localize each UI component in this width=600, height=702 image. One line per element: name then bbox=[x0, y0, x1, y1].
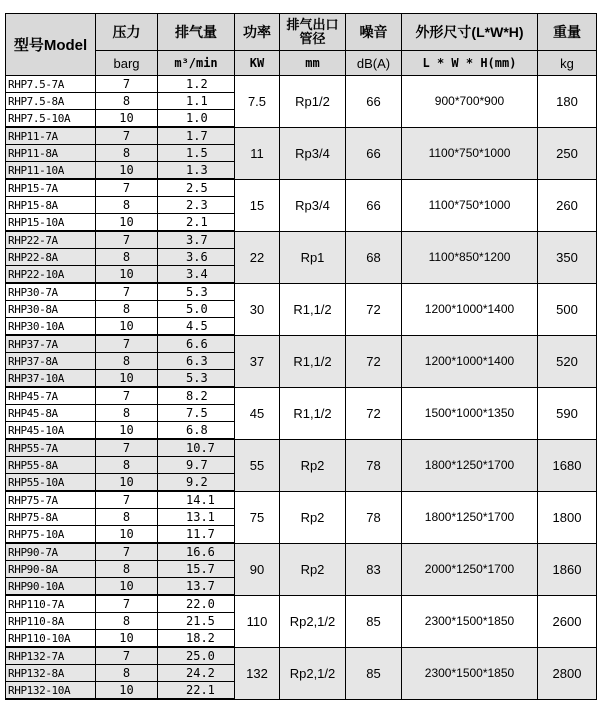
pressure-cell: 8 bbox=[96, 145, 158, 162]
pressure-cell: 10 bbox=[96, 214, 158, 232]
pressure-cell: 7 bbox=[96, 179, 158, 197]
flow-cell: 6.6 bbox=[158, 335, 235, 353]
outlet-cell: Rp2 bbox=[280, 491, 346, 543]
model-cell: RHP11-7A bbox=[6, 127, 96, 145]
table-row bbox=[6, 283, 597, 301]
noise-cell: 68 bbox=[346, 231, 402, 283]
pressure-header: 压力 bbox=[96, 14, 158, 51]
flow-cell: 15.7 bbox=[158, 561, 235, 578]
flow-cell: 24.2 bbox=[158, 665, 235, 682]
pressure-cell: 7 bbox=[96, 439, 158, 457]
pressure-cell: 10 bbox=[96, 370, 158, 388]
model-cell: RHP75-10A bbox=[6, 526, 96, 544]
power-cell: 22 bbox=[235, 231, 280, 283]
outlet-cell: Rp2,1/2 bbox=[280, 595, 346, 647]
outlet-cell: Rp1 bbox=[280, 231, 346, 283]
model-cell: RHP30-7A bbox=[6, 283, 96, 301]
model-cell: RHP110-8A bbox=[6, 613, 96, 630]
dims-unit: L * W * H(mm) bbox=[402, 51, 538, 76]
spec-body bbox=[6, 76, 597, 700]
model-cell: RHP75-8A bbox=[6, 509, 96, 526]
model-cell: RHP22-10A bbox=[6, 266, 96, 284]
power-cell: 90 bbox=[235, 543, 280, 595]
model-cell: RHP15-7A bbox=[6, 179, 96, 197]
table-row bbox=[6, 439, 597, 457]
noise-cell: 78 bbox=[346, 439, 402, 491]
flow-cell: 21.5 bbox=[158, 613, 235, 630]
flow-cell: 13.1 bbox=[158, 509, 235, 526]
dims-header: 外形尺寸(L*W*H) bbox=[402, 14, 538, 51]
table-row bbox=[6, 76, 597, 93]
table-row bbox=[6, 491, 597, 509]
outlet-cell: R1,1/2 bbox=[280, 387, 346, 439]
model-cell: RHP7.5-7A bbox=[6, 76, 96, 93]
pressure-cell: 7 bbox=[96, 491, 158, 509]
model-cell: RHP132-8A bbox=[6, 665, 96, 682]
model-cell: RHP90-10A bbox=[6, 578, 96, 596]
flow-cell: 5.3 bbox=[158, 283, 235, 301]
flow-cell: 25.0 bbox=[158, 647, 235, 665]
noise-cell: 85 bbox=[346, 595, 402, 647]
noise-cell: 85 bbox=[346, 647, 402, 699]
flow-cell: 6.8 bbox=[158, 422, 235, 440]
pressure-cell: 10 bbox=[96, 266, 158, 284]
power-cell: 7.5 bbox=[235, 76, 280, 128]
table-row bbox=[6, 387, 597, 405]
dims-cell: 2300*1500*1850 bbox=[402, 595, 538, 647]
dims-cell: 2000*1250*1700 bbox=[402, 543, 538, 595]
header-row bbox=[6, 14, 597, 51]
noise-cell: 66 bbox=[346, 76, 402, 128]
power-header: 功率 bbox=[235, 14, 280, 51]
model-cell: RHP22-7A bbox=[6, 231, 96, 249]
pressure-cell: 10 bbox=[96, 162, 158, 180]
pressure-cell: 7 bbox=[96, 595, 158, 613]
weight-cell: 250 bbox=[538, 127, 597, 179]
power-cell: 11 bbox=[235, 127, 280, 179]
noise-cell: 66 bbox=[346, 127, 402, 179]
model-cell: RHP11-10A bbox=[6, 162, 96, 180]
dims-cell: 1800*1250*1700 bbox=[402, 439, 538, 491]
flow-cell: 3.4 bbox=[158, 266, 235, 284]
pressure-cell: 7 bbox=[96, 76, 158, 93]
noise-cell: 72 bbox=[346, 283, 402, 335]
outlet-header bbox=[280, 14, 346, 51]
flow-cell: 1.2 bbox=[158, 76, 235, 93]
model-cell: RHP55-8A bbox=[6, 457, 96, 474]
pressure-cell: 7 bbox=[96, 231, 158, 249]
power-cell: 37 bbox=[235, 335, 280, 387]
pressure-cell: 8 bbox=[96, 665, 158, 682]
weight-cell: 590 bbox=[538, 387, 597, 439]
flow-cell: 6.3 bbox=[158, 353, 235, 370]
flow-cell: 2.3 bbox=[158, 197, 235, 214]
flow-cell: 8.2 bbox=[158, 387, 235, 405]
model-cell: RHP11-8A bbox=[6, 145, 96, 162]
outlet-cell: Rp2,1/2 bbox=[280, 647, 346, 699]
pressure-unit: barg bbox=[96, 51, 158, 76]
power-cell: 45 bbox=[235, 387, 280, 439]
table-row bbox=[6, 127, 597, 145]
outlet-cell: Rp3/4 bbox=[280, 127, 346, 179]
noise-cell: 66 bbox=[346, 179, 402, 231]
noise-cell: 83 bbox=[346, 543, 402, 595]
power-cell: 30 bbox=[235, 283, 280, 335]
dims-cell: 1500*1000*1350 bbox=[402, 387, 538, 439]
model-cell: RHP37-10A bbox=[6, 370, 96, 388]
weight-unit: kg bbox=[538, 51, 597, 76]
model-cell: RHP55-7A bbox=[6, 439, 96, 457]
model-cell: RHP7.5-10A bbox=[6, 110, 96, 128]
flow-cell: 5.0 bbox=[158, 301, 235, 318]
model-cell: RHP110-7A bbox=[6, 595, 96, 613]
pressure-cell: 7 bbox=[96, 283, 158, 301]
weight-cell: 1680 bbox=[538, 439, 597, 491]
pressure-cell: 8 bbox=[96, 405, 158, 422]
flow-cell: 1.3 bbox=[158, 162, 235, 180]
table-row bbox=[6, 179, 597, 197]
flow-cell: 4.5 bbox=[158, 318, 235, 336]
power-cell: 110 bbox=[235, 595, 280, 647]
pressure-cell: 8 bbox=[96, 353, 158, 370]
outlet-unit: mm bbox=[280, 51, 346, 76]
model-cell: RHP37-8A bbox=[6, 353, 96, 370]
model-cell: RHP110-10A bbox=[6, 630, 96, 648]
noise-unit: dB(A) bbox=[346, 51, 402, 76]
model-cell: RHP30-10A bbox=[6, 318, 96, 336]
outlet-cell: Rp2 bbox=[280, 439, 346, 491]
weight-header: 重量 bbox=[538, 14, 597, 51]
noise-header: 噪音 bbox=[346, 14, 402, 51]
outlet-header-line1: 排气出口 bbox=[286, 17, 339, 32]
weight-cell: 500 bbox=[538, 283, 597, 335]
model-cell: RHP45-8A bbox=[6, 405, 96, 422]
flow-cell: 1.0 bbox=[158, 110, 235, 128]
table-row bbox=[6, 543, 597, 561]
pressure-cell: 10 bbox=[96, 110, 158, 128]
pressure-cell: 8 bbox=[96, 457, 158, 474]
model-cell: RHP55-10A bbox=[6, 474, 96, 492]
weight-cell: 2600 bbox=[538, 595, 597, 647]
flow-cell: 2.5 bbox=[158, 179, 235, 197]
pressure-cell: 7 bbox=[96, 387, 158, 405]
pressure-cell: 7 bbox=[96, 335, 158, 353]
power-cell: 132 bbox=[235, 647, 280, 699]
flow-cell: 7.5 bbox=[158, 405, 235, 422]
pressure-cell: 10 bbox=[96, 630, 158, 648]
model-cell: RHP7.5-8A bbox=[6, 93, 96, 110]
pressure-cell: 10 bbox=[96, 526, 158, 544]
pressure-cell: 10 bbox=[96, 318, 158, 336]
power-cell: 75 bbox=[235, 491, 280, 543]
pressure-cell: 8 bbox=[96, 301, 158, 318]
model-cell: RHP45-7A bbox=[6, 387, 96, 405]
power-cell: 55 bbox=[235, 439, 280, 491]
outlet-cell: Rp1/2 bbox=[280, 76, 346, 128]
model-header: 型号Model bbox=[6, 14, 96, 76]
noise-cell: 78 bbox=[346, 491, 402, 543]
flow-cell: 16.6 bbox=[158, 543, 235, 561]
pressure-cell: 10 bbox=[96, 682, 158, 700]
model-cell: RHP15-8A bbox=[6, 197, 96, 214]
flow-unit: m³/min bbox=[158, 51, 235, 76]
model-cell: RHP30-8A bbox=[6, 301, 96, 318]
power-unit: KW bbox=[235, 51, 280, 76]
flow-cell: 9.2 bbox=[158, 474, 235, 492]
outlet-header-line2: 管径 bbox=[299, 31, 326, 46]
model-cell: RHP90-7A bbox=[6, 543, 96, 561]
pressure-cell: 7 bbox=[96, 543, 158, 561]
model-cell: RHP132-10A bbox=[6, 682, 96, 700]
table-row bbox=[6, 595, 597, 613]
dims-cell: 1200*1000*1400 bbox=[402, 283, 538, 335]
pressure-cell: 8 bbox=[96, 613, 158, 630]
flow-cell: 1.7 bbox=[158, 127, 235, 145]
model-cell: RHP37-7A bbox=[6, 335, 96, 353]
outlet-cell: Rp2 bbox=[280, 543, 346, 595]
flow-header: 排气量 bbox=[158, 14, 235, 51]
pressure-cell: 10 bbox=[96, 578, 158, 596]
table-row bbox=[6, 335, 597, 353]
dims-cell: 900*700*900 bbox=[402, 76, 538, 128]
weight-cell: 350 bbox=[538, 231, 597, 283]
pressure-cell: 8 bbox=[96, 509, 158, 526]
flow-cell: 2.1 bbox=[158, 214, 235, 232]
outlet-cell: Rp3/4 bbox=[280, 179, 346, 231]
weight-cell: 2800 bbox=[538, 647, 597, 699]
table-row bbox=[6, 231, 597, 249]
pressure-cell: 8 bbox=[96, 93, 158, 110]
flow-cell: 14.1 bbox=[158, 491, 235, 509]
pressure-cell: 7 bbox=[96, 647, 158, 665]
noise-cell: 72 bbox=[346, 335, 402, 387]
model-cell: RHP90-8A bbox=[6, 561, 96, 578]
model-cell: RHP75-7A bbox=[6, 491, 96, 509]
weight-cell: 520 bbox=[538, 335, 597, 387]
dims-cell: 1100*750*1000 bbox=[402, 179, 538, 231]
dims-cell: 1100*850*1200 bbox=[402, 231, 538, 283]
flow-cell: 10.7 bbox=[158, 439, 235, 457]
weight-cell: 1860 bbox=[538, 543, 597, 595]
flow-cell: 3.6 bbox=[158, 249, 235, 266]
model-cell: RHP15-10A bbox=[6, 214, 96, 232]
outlet-cell: R1,1/2 bbox=[280, 335, 346, 387]
model-cell: RHP45-10A bbox=[6, 422, 96, 440]
outlet-cell: R1,1/2 bbox=[280, 283, 346, 335]
model-cell: RHP22-8A bbox=[6, 249, 96, 266]
dims-cell: 1100*750*1000 bbox=[402, 127, 538, 179]
flow-cell: 9.7 bbox=[158, 457, 235, 474]
flow-cell: 5.3 bbox=[158, 370, 235, 388]
flow-cell: 22.0 bbox=[158, 595, 235, 613]
spec-table bbox=[5, 13, 597, 700]
flow-cell: 1.1 bbox=[158, 93, 235, 110]
dims-cell: 1200*1000*1400 bbox=[402, 335, 538, 387]
flow-cell: 18.2 bbox=[158, 630, 235, 648]
dims-cell: 2300*1500*1850 bbox=[402, 647, 538, 699]
power-cell: 15 bbox=[235, 179, 280, 231]
model-cell: RHP132-7A bbox=[6, 647, 96, 665]
pressure-cell: 10 bbox=[96, 474, 158, 492]
flow-cell: 22.1 bbox=[158, 682, 235, 700]
pressure-cell: 7 bbox=[96, 127, 158, 145]
pressure-cell: 10 bbox=[96, 422, 158, 440]
weight-cell: 180 bbox=[538, 76, 597, 128]
weight-cell: 1800 bbox=[538, 491, 597, 543]
dims-cell: 1800*1250*1700 bbox=[402, 491, 538, 543]
flow-cell: 11.7 bbox=[158, 526, 235, 544]
flow-cell: 3.7 bbox=[158, 231, 235, 249]
weight-cell: 260 bbox=[538, 179, 597, 231]
pressure-cell: 8 bbox=[96, 561, 158, 578]
table-row bbox=[6, 647, 597, 665]
flow-cell: 13.7 bbox=[158, 578, 235, 596]
pressure-cell: 8 bbox=[96, 197, 158, 214]
flow-cell: 1.5 bbox=[158, 145, 235, 162]
noise-cell: 72 bbox=[346, 387, 402, 439]
pressure-cell: 8 bbox=[96, 249, 158, 266]
